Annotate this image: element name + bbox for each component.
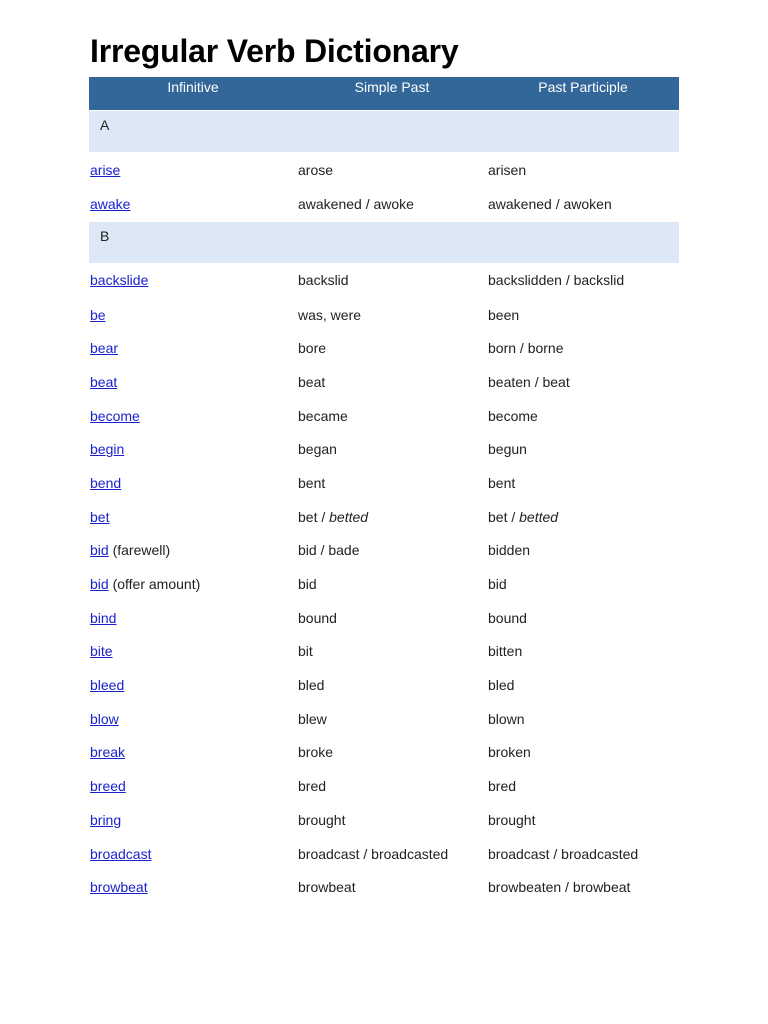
verb-link[interactable]: broadcast — [90, 845, 152, 862]
verb-link[interactable]: bring — [90, 811, 122, 828]
verb-link[interactable]: bind — [90, 609, 117, 626]
verb-link[interactable]: beat — [90, 373, 118, 390]
page-title: Irregular Verb Dictionary — [90, 33, 459, 69]
table-row — [89, 298, 679, 332]
past-participle-cell — [488, 440, 679, 458]
table-row — [89, 870, 679, 904]
table-row — [89, 432, 679, 466]
table-row — [89, 635, 679, 669]
simple-past-cell — [298, 474, 488, 492]
infinitive-cell — [89, 373, 298, 391]
verb-link[interactable]: become — [90, 407, 140, 424]
infinitive-cell — [89, 845, 298, 863]
verb-form: bid / bade — [298, 542, 360, 559]
verb-form: awakened / awoken — [488, 195, 612, 212]
simple-past-cell — [298, 676, 488, 694]
verb-form: began — [298, 441, 337, 458]
verb-form: begun — [488, 441, 527, 458]
verb-link[interactable]: awake — [90, 195, 131, 212]
verb-form: brought — [298, 811, 346, 828]
simple-past-cell — [298, 407, 488, 425]
verb-link[interactable]: breed — [90, 778, 126, 795]
verb-sense-note: (farewell) — [108, 542, 171, 559]
simple-past-cell — [298, 373, 488, 391]
simple-past-cell — [298, 306, 488, 324]
simple-past-cell — [298, 271, 488, 289]
column-header-past-participle: Past Participle — [538, 79, 628, 95]
simple-past-cell — [298, 743, 488, 761]
letter-section-row — [89, 111, 679, 152]
verb-form: bound — [298, 609, 337, 626]
infinitive-cell — [89, 339, 298, 357]
verb-link[interactable]: bear — [90, 340, 119, 357]
verb-form: awakened / awoke — [298, 195, 414, 212]
verb-link[interactable]: backslide — [90, 272, 149, 289]
verb-form: bid — [488, 576, 507, 593]
table-row — [89, 331, 679, 365]
past-participle-cell — [488, 811, 679, 829]
table-row — [89, 601, 679, 635]
verb-form: brought — [488, 811, 536, 828]
past-participle-cell — [488, 845, 679, 863]
verb-link[interactable]: be — [90, 306, 106, 323]
infinitive-cell — [89, 440, 298, 458]
verb-form: blown — [488, 710, 525, 727]
table-row — [89, 365, 679, 399]
past-participle-cell — [488, 710, 679, 728]
simple-past-cell — [298, 609, 488, 627]
past-participle-cell — [488, 541, 679, 559]
letter-section-row — [89, 222, 679, 263]
verb-link[interactable]: browbeat — [90, 879, 148, 896]
table-body — [89, 111, 679, 904]
simple-past-cell — [298, 777, 488, 795]
past-participle-cell — [488, 339, 679, 357]
simple-past-cell — [298, 845, 488, 863]
infinitive-cell — [89, 710, 298, 728]
verb-sense-note: (offer amount) — [108, 576, 201, 593]
infinitive-cell — [89, 575, 298, 593]
table-row — [89, 668, 679, 702]
infinitive-cell — [89, 271, 298, 289]
table-header-row — [89, 77, 679, 110]
simple-past-cell — [298, 710, 488, 728]
simple-past-cell — [298, 575, 488, 593]
verb-form: broke — [298, 744, 334, 761]
past-participle-cell — [488, 508, 679, 526]
column-header-simple-past: Simple Past — [354, 79, 430, 95]
table-row — [89, 466, 679, 500]
verb-form: bled — [298, 677, 325, 694]
table-row — [89, 567, 679, 601]
verb-form: bitten — [488, 643, 523, 660]
table-row — [89, 187, 679, 221]
verb-form: broadcast / broadcasted — [298, 845, 449, 862]
infinitive-cell — [89, 474, 298, 492]
variant-form-italic: betted — [519, 508, 559, 525]
past-participle-cell — [488, 195, 679, 213]
infinitive-cell — [89, 306, 298, 324]
past-participle-cell — [488, 306, 679, 324]
verb-table — [89, 77, 679, 904]
verb-form: born / borne — [488, 340, 564, 357]
verb-link[interactable]: bleed — [90, 677, 125, 694]
verb-form: browbeat — [298, 879, 356, 896]
past-participle-cell — [488, 642, 679, 660]
verb-form: bent — [298, 474, 326, 491]
simple-past-cell — [298, 878, 488, 896]
verb-form: bound — [488, 609, 527, 626]
verb-form: bore — [298, 340, 327, 357]
verb-form: browbeaten / browbeat — [488, 879, 631, 896]
verb-form: arisen — [488, 161, 527, 178]
past-participle-cell — [488, 407, 679, 425]
verb-form: bred — [488, 778, 517, 795]
simple-past-cell — [298, 195, 488, 213]
table-row — [89, 263, 679, 298]
simple-past-cell — [298, 541, 488, 559]
letter-section-label: B — [100, 227, 110, 244]
past-participle-cell — [488, 743, 679, 761]
verb-link[interactable]: bite — [90, 643, 113, 660]
past-participle-cell — [488, 161, 679, 179]
table-row — [89, 152, 679, 187]
past-participle-cell — [488, 777, 679, 795]
verb-link[interactable]: bet — [90, 508, 110, 525]
verb-link[interactable]: arise — [90, 161, 121, 178]
variant-form-italic: betted — [329, 508, 369, 525]
infinitive-cell — [89, 609, 298, 627]
verb-link[interactable]: bid — [90, 542, 109, 559]
past-participle-cell — [488, 373, 679, 391]
verb-form: bet / — [488, 508, 520, 525]
infinitive-cell — [89, 878, 298, 896]
table-row — [89, 399, 679, 433]
simple-past-cell — [298, 339, 488, 357]
past-participle-cell — [488, 271, 679, 289]
past-participle-cell — [488, 676, 679, 694]
simple-past-cell — [298, 508, 488, 526]
letter-section-label: A — [100, 117, 110, 133]
verb-link[interactable]: break — [90, 744, 126, 761]
past-participle-cell — [488, 575, 679, 593]
infinitive-cell — [89, 811, 298, 829]
verb-form: bent — [488, 474, 516, 491]
table-row — [89, 837, 679, 871]
infinitive-cell — [89, 195, 298, 213]
table-row — [89, 702, 679, 736]
verb-form: bid — [298, 576, 317, 593]
table-row — [89, 769, 679, 803]
infinitive-cell — [89, 676, 298, 694]
infinitive-cell — [89, 161, 298, 179]
infinitive-cell — [89, 407, 298, 425]
infinitive-cell — [89, 642, 298, 660]
simple-past-cell — [298, 811, 488, 829]
verb-link[interactable]: bid — [90, 576, 109, 593]
table-row — [89, 500, 679, 534]
infinitive-cell — [89, 777, 298, 795]
verb-link[interactable]: begin — [90, 441, 125, 458]
simple-past-cell — [298, 440, 488, 458]
verb-form: bred — [298, 778, 327, 795]
verb-form: broadcast / broadcasted — [488, 845, 639, 862]
verb-link[interactable]: bend — [90, 474, 122, 491]
past-participle-cell — [488, 474, 679, 492]
verb-form: blew — [298, 710, 327, 727]
verb-form: backslidden / backslid — [488, 272, 625, 289]
table-row — [89, 803, 679, 837]
verb-form: broken — [488, 744, 531, 761]
column-header-infinitive: Infinitive — [167, 79, 219, 95]
verb-form: beaten / beat — [488, 373, 570, 390]
simple-past-cell — [298, 642, 488, 660]
verb-form: bidden — [488, 542, 531, 559]
verb-form: arose — [298, 161, 334, 178]
verb-form: beat — [298, 373, 326, 390]
past-participle-cell — [488, 609, 679, 627]
verb-form: backslid — [298, 272, 349, 289]
verb-link[interactable]: blow — [90, 710, 119, 727]
verb-form: bet / — [298, 508, 330, 525]
verb-form: bled — [488, 677, 515, 694]
verb-form: become — [488, 407, 538, 424]
verb-form: bit — [298, 643, 313, 660]
verb-form: been — [488, 306, 520, 323]
past-participle-cell — [488, 878, 679, 896]
verb-form: was, were — [298, 306, 362, 323]
infinitive-cell — [89, 541, 298, 559]
table-row — [89, 534, 679, 568]
simple-past-cell — [298, 161, 488, 179]
table-row — [89, 736, 679, 770]
infinitive-cell — [89, 743, 298, 761]
infinitive-cell — [89, 508, 298, 526]
verb-form: became — [298, 407, 348, 424]
